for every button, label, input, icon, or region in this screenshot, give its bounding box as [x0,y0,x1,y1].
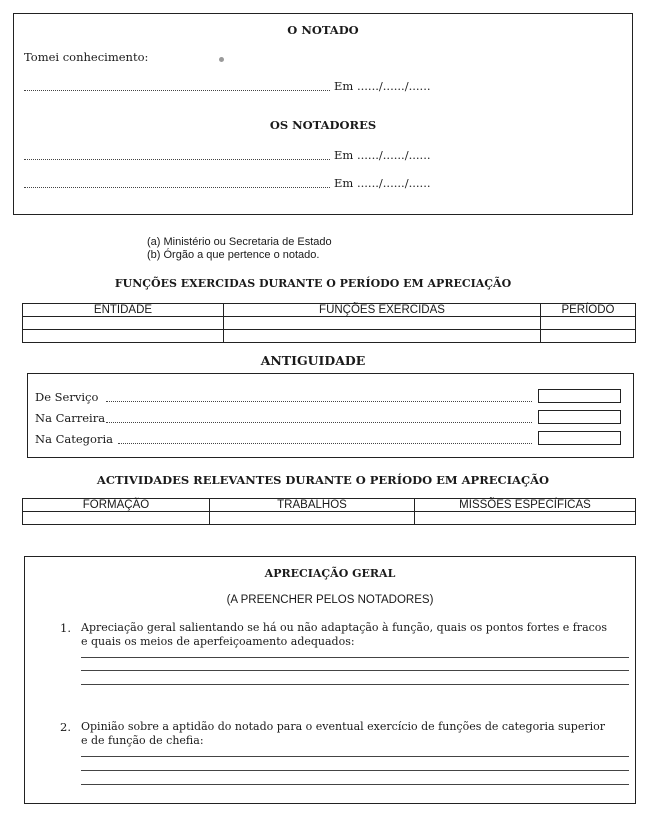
col-missoes-especificas: MISSÕES ESPECÍFICAS [415,499,636,512]
na-carreira-dots [106,422,532,423]
apreciacao-subtitle: (A PREENCHER PELOS NOTADORES) [226,594,434,606]
funcoes-table [22,303,636,343]
tomei-conhecimento-label: Tomei conhecimento: [24,50,149,64]
na-carreira-label: Na Carreira [35,411,106,425]
question-1-line-1: Apreciação geral salientando se há ou não adaptação à função, quais os pontos fortes e fracos [81,621,608,634]
answer-1-line[interactable] [81,684,629,685]
col-trabalhos: TRABALHOS [210,499,415,512]
table-cell[interactable] [210,512,415,525]
de-servico-dots [106,401,532,402]
answer-1-line[interactable] [81,670,629,671]
question-2-line-1: Opinião sobre a aptidão do notado para o eventual exercício de funções de categoria superior [81,720,605,733]
na-categoria-field[interactable] [538,431,621,445]
col-periodo: PERÍODO [541,304,636,317]
signature-box [13,13,633,215]
answer-2-line[interactable] [81,770,629,771]
table-cell[interactable] [23,512,210,525]
col-entidade: ENTIDADE [23,304,224,317]
antiguidade-title: ANTIGUIDADE [260,353,366,368]
question-1-line-2: e quais os meios de aperfeiçoamento adequados: [81,635,355,648]
na-categoria-dots [118,443,532,444]
notador1-signature-line[interactable] [24,159,330,160]
table-cell[interactable] [415,512,636,525]
apreciacao-title: APRECIAÇÃO GERAL [264,567,396,580]
notador2-date[interactable]: Em ....../....../...... [334,176,431,190]
notado-title: O NOTADO [287,23,359,37]
actividades-table [22,498,636,525]
table-cell[interactable] [23,317,224,330]
question-2-line-2: e de função de chefia: [81,734,204,747]
col-funcoes-exercidas: FUNÇÕES EXERCIDAS [224,304,541,317]
table-cell[interactable] [224,317,541,330]
notador2-signature-line[interactable] [24,187,330,188]
table-cell[interactable] [541,330,636,343]
table-cell[interactable] [541,317,636,330]
na-categoria-label: Na Categoria [35,432,113,446]
question-1-number: 1. [60,621,71,635]
question-2-number: 2. [60,720,71,734]
actividades-title: ACTIVIDADES RELEVANTES DURANTE O PERÍODO EM APRECIAÇÃO [96,473,550,487]
notado-date[interactable]: Em ....../....../...... [334,79,431,93]
de-servico-label: De Serviço [35,390,99,404]
answer-2-line[interactable] [81,784,629,785]
table-cell[interactable] [224,330,541,343]
col-formacao: FORMAÇÃO [23,499,210,512]
notador1-date[interactable]: Em ....../....../...... [334,148,431,162]
note-a: (a) Ministério ou Secretaria de Estado [147,236,332,248]
answer-1-line[interactable] [81,657,629,658]
note-b: (b) Órgão a que pertence o notado. [147,249,320,261]
funcoes-title: FUNÇÕES EXERCIDAS DURANTE O PERÍODO EM APRECIAÇÃO [114,277,512,290]
scanner-speck [219,57,224,62]
table-cell[interactable] [23,330,224,343]
notadores-title: OS NOTADORES [269,118,377,132]
de-servico-field[interactable] [538,389,621,403]
answer-2-line[interactable] [81,756,629,757]
notado-signature-line[interactable] [24,90,330,91]
na-carreira-field[interactable] [538,410,621,424]
